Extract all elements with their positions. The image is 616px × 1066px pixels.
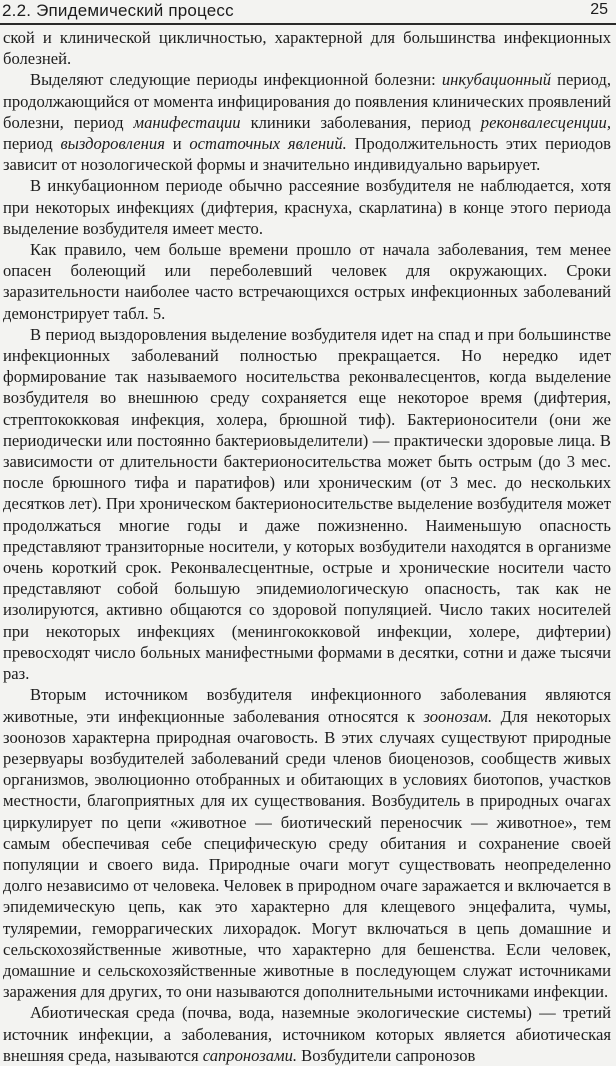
text-run: В период выздоровления выделение возбудителя идет на спад и при большинстве инфекционных заболеваний полностью прекращается. Но нередко идет формирование так называемого носительства реконвалесцентов, когда выделение возбудителя во внешнюю среду сохраняется еще некоторое время (дифтерия, стрептококковая инфекция, холера, брюшной тиф). Бактерионосители (они же периодически или постоянно бактериовыделители) — практически здоровые лица. В зависимости от длительности бактерионосительства может быть острым (до 3 мес. после брюшного тифа и паратифов) или хроническим (от 3 мес. до нескольких десятков лет). При хроническом бактерионосительстве выделение возбудителя может продолжаться многие годы и даже пожизненно. Наименьшую опасность представляют транзиторные носители, у которых возбудители находятся в организме очень короткий срок. Реконвалесцентные, острые и хронические носители часто представляют собой большую эпидемиологическую опасность, так как не изолируются, активно общаются со здоровой популяцией. Число таких носителей при некоторых инфекциях (менингококковой инфекции, холере, дифтерии) превосходят число больных манифестными формами в десятки, сотни и даже тысячи раз. — [3, 324, 611, 684]
italic-term: зоонозам. — [423, 706, 493, 726]
page-number: 25 — [590, 1, 608, 18]
text-run: Для некоторых зоонозов характерна природная очаговость. В этих случаях существуют природные резервуары возбудителей заболеваний среди членов биоценозов, сообществ живых организмов, эволюционно отобранных и обитающих в условиях биотопов, участков местности, благоприятных для их существования. Возбудитель в природных очагах циркулирует по цепи «животное — биотический переносчик — животное», тем самым обеспечивая себе специфическую среду обитания и сохранение своей популяции и своего вида. Природные очаги могут существовать неопределенно долго независимо от человека. Человек в природном очаге заражается и включается в эпидемическую цепь, как это характерно для клещевого энцефалита, чумы, туляремии, геморрагических лихорадок. Могут включаться в цепь домашние и сельскохозяйственные животные, что характерно для бешенства. Если человек, домашние и сельскохозяйственные животные в последующем служат источниками заражения для других, то они называются дополнительными источниками инфекции. — [3, 706, 611, 1002]
paragraph — [3, 1002, 611, 1066]
text-run: Возбудители сапронозов — [297, 1045, 476, 1065]
text-run: и — [164, 134, 190, 154]
text-run: Выделяют следующие периоды инфекционной болезни: — [30, 70, 442, 90]
text-run: Как правило, чем больше времени прошло от начала заболевания, тем менее опасен болеющий или переболевший человек для окружающих. Сроки заразительности наиболее часто встречающихся острых инфекционных заболеваний демонстрирует табл. 5. — [3, 240, 611, 323]
paragraph — [3, 27, 611, 69]
text-run: период — [3, 134, 61, 154]
italic-term: остаточных явлений. — [189, 134, 347, 154]
section-title: 2.2. Эпидемический процесс — [2, 1, 234, 20]
italic-term: реконвалесценции, — [480, 112, 611, 132]
text-run: клиники заболевания, период — [240, 112, 481, 132]
body-text — [3, 27, 611, 1066]
text-run: период, продолжающийся от момента инфицирования до появления клинических проявлений болезни, период — [3, 70, 612, 132]
paragraph — [3, 239, 611, 324]
paragraph — [3, 684, 611, 1002]
italic-term: сапронозами. — [202, 1045, 298, 1065]
text-run: ской и клинической цикличностью, характерной для большинства инфекционных болезней. — [3, 28, 611, 69]
paragraph — [3, 324, 611, 684]
text-run: Вторым источником возбудителя инфекционного заболевания являются животные, эти инфекционные заболевания относятся к — [3, 685, 611, 726]
text-run: Абиотическая среда (почва, вода, наземные экологические системы) — третий источник инфекции, а заболевания, источником которых является абиотическая внешняя среда, называются — [3, 1003, 611, 1065]
text-run: В инкубационном периоде обычно рассеяние возбудителя не наблюдается, хотя при некоторых инфекциях (дифтерия, краснуха, скарлатина) в конце этого периода выделение возбудителя имеет место. — [3, 176, 611, 238]
italic-term: манифестации — [133, 112, 241, 132]
paragraph — [3, 175, 611, 239]
italic-term: выздоровления — [60, 134, 165, 154]
paragraph — [3, 69, 611, 175]
text-run: Продолжительность этих периодов зависит от нозологической формы и значительно индивидуально варьирует. — [3, 134, 611, 175]
running-header — [0, 0, 616, 22]
header-rule — [0, 23, 616, 25]
italic-term: инкубационный — [441, 70, 552, 90]
